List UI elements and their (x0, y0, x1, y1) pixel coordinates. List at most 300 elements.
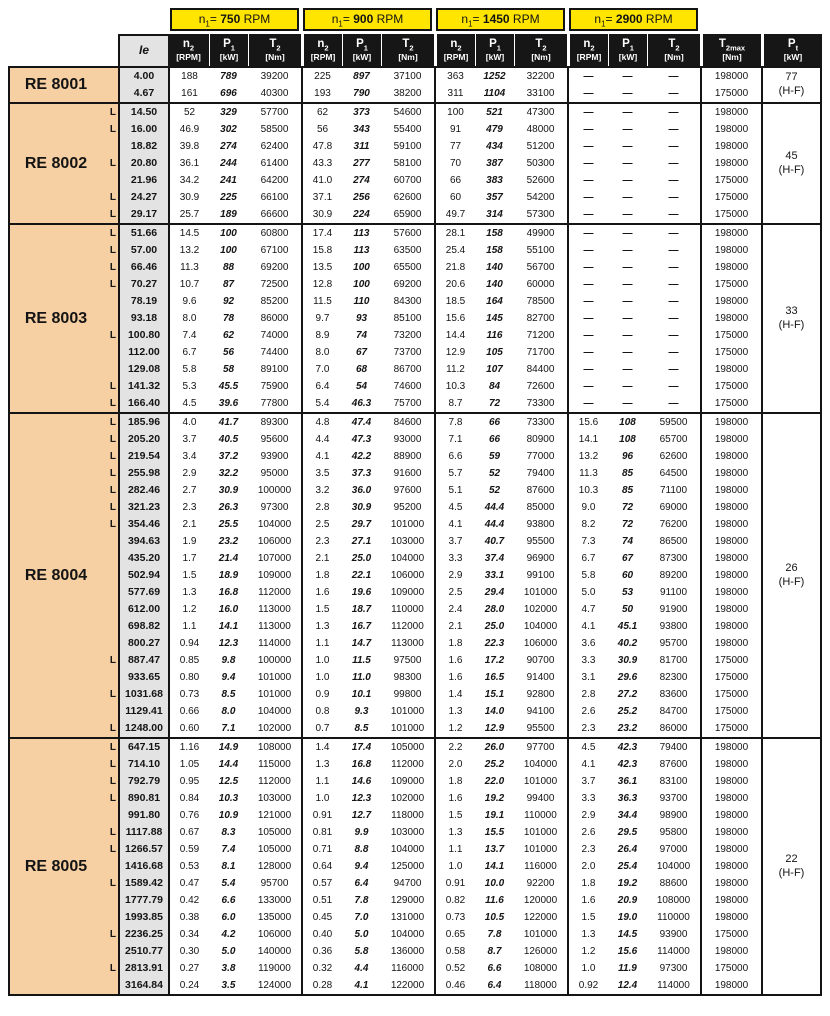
data-cell: 1.6 (434, 652, 475, 669)
table-row (8, 926, 822, 943)
data-cell: 60000 (514, 276, 567, 293)
ratio-cell: 698.82 (118, 618, 168, 635)
data-cell: 12.3 (342, 790, 381, 807)
size-l-marker (102, 669, 118, 686)
data-cell: 92800 (514, 686, 567, 703)
data-cell: 10.3 (434, 378, 475, 395)
no-data-dash: — (567, 395, 608, 412)
data-cell: 15.6 (608, 943, 647, 960)
data-cell: 7.4 (209, 841, 248, 858)
no-data-dash: — (567, 85, 608, 102)
no-data-dash: — (567, 361, 608, 378)
data-cell: 104000 (514, 618, 567, 635)
table-row (8, 550, 822, 567)
ratio-cell: 2236.25 (118, 926, 168, 943)
data-cell: 2.3 (301, 533, 342, 550)
data-cell: 36.0 (342, 482, 381, 499)
data-cell: 84400 (514, 361, 567, 378)
size-l-marker (102, 138, 118, 155)
data-cell: 57600 (381, 223, 434, 242)
data-cell: 1.3 (301, 756, 342, 773)
ratio-cell: 16.00 (118, 121, 168, 138)
data-cell: 0.71 (301, 841, 342, 858)
size-l-marker: L (102, 259, 118, 276)
data-cell: 27.2 (608, 686, 647, 703)
ratio-cell: 255.98 (118, 465, 168, 482)
n2-column-header: $n_2$ [RPM] (168, 34, 209, 66)
data-cell: 4.1 (434, 516, 475, 533)
data-cell: 22.0 (475, 773, 514, 790)
size-l-marker (102, 172, 118, 189)
data-cell: 40300 (248, 85, 301, 102)
no-data-dash: — (647, 344, 700, 361)
ratio-cell: 21.96 (118, 172, 168, 189)
data-cell: 10.0 (475, 875, 514, 892)
data-cell: 114000 (647, 977, 700, 996)
data-cell: 0.80 (168, 669, 209, 686)
data-cell: 8.7 (475, 943, 514, 960)
data-cell: 93900 (248, 448, 301, 465)
table-row (8, 618, 822, 635)
t2max-cell: 198000 (700, 102, 761, 121)
data-cell: 42.3 (608, 737, 647, 756)
data-cell: 0.65 (434, 926, 475, 943)
ratio-column-header: Ie (118, 34, 168, 66)
data-cell: 105 (475, 344, 514, 361)
data-cell: 20.9 (608, 892, 647, 909)
data-cell: 0.66 (168, 703, 209, 720)
data-cell: 99400 (514, 790, 567, 807)
t2max-cell: 175000 (700, 669, 761, 686)
t2-column-header: $T_2$ [Nm] (381, 34, 434, 66)
data-cell: 15.5 (475, 824, 514, 841)
data-cell: 17.4 (301, 223, 342, 242)
data-cell: 0.8 (301, 703, 342, 720)
speed-header-row (8, 8, 822, 34)
data-cell: 188 (168, 66, 209, 85)
data-cell: 113000 (248, 618, 301, 635)
table-row (8, 756, 822, 773)
data-cell: 696 (209, 85, 248, 102)
t2max-cell: 198000 (700, 909, 761, 926)
data-cell: 0.91 (434, 875, 475, 892)
data-cell: 1.6 (567, 892, 608, 909)
model-cell: RE 8001 (8, 66, 102, 102)
ratio-cell: 991.80 (118, 807, 168, 824)
data-cell: 1.0 (301, 652, 342, 669)
t2max-cell: 198000 (700, 412, 761, 431)
data-cell: 66 (434, 172, 475, 189)
size-l-marker: L (102, 960, 118, 977)
table-header (8, 8, 822, 66)
t2max-cell: 175000 (700, 189, 761, 206)
data-cell: 244 (209, 155, 248, 172)
data-cell: 69000 (647, 499, 700, 516)
table-row (8, 102, 822, 121)
data-cell: 99100 (514, 567, 567, 584)
data-cell: 109000 (381, 584, 434, 601)
no-data-dash: — (647, 310, 700, 327)
data-cell: 72500 (248, 276, 301, 293)
data-cell: 0.94 (168, 635, 209, 652)
data-cell: 6.7 (168, 344, 209, 361)
ratio-cell: 612.00 (118, 601, 168, 618)
data-cell: 14.7 (342, 635, 381, 652)
ratio-cell: 887.47 (118, 652, 168, 669)
data-cell: 28.1 (434, 223, 475, 242)
ratio-cell: 435.20 (118, 550, 168, 567)
data-cell: 0.60 (168, 720, 209, 737)
data-cell: 125000 (381, 858, 434, 875)
ratio-cell: 57.00 (118, 242, 168, 259)
ratio-cell: 354.46 (118, 516, 168, 533)
model-cell: RE 8004 (8, 412, 102, 737)
data-cell: 104000 (647, 858, 700, 875)
size-l-marker (102, 293, 118, 310)
data-cell: 0.9 (301, 686, 342, 703)
data-cell: 16.8 (209, 584, 248, 601)
no-data-dash: — (567, 259, 608, 276)
data-cell: 14.4 (209, 756, 248, 773)
pt-rating-cell (761, 412, 822, 737)
data-cell: 1.8 (434, 635, 475, 652)
table-row (8, 720, 822, 737)
data-cell: 0.42 (168, 892, 209, 909)
data-cell: 56 (209, 344, 248, 361)
data-cell: 2.0 (567, 858, 608, 875)
data-cell: 46.3 (342, 395, 381, 412)
data-cell: 1.16 (168, 737, 209, 756)
no-data-dash: — (647, 85, 700, 102)
no-data-dash: — (608, 155, 647, 172)
data-cell: 87600 (514, 482, 567, 499)
data-cell: 12.4 (608, 977, 647, 996)
data-cell: 16.0 (209, 601, 248, 618)
header-spacer (700, 8, 822, 34)
data-cell: 0.30 (168, 943, 209, 960)
data-cell: 1.6 (434, 790, 475, 807)
size-l-marker: L (102, 773, 118, 790)
data-cell: 83600 (647, 686, 700, 703)
data-cell: 0.85 (168, 652, 209, 669)
data-cell: 479 (475, 121, 514, 138)
data-cell: 7.1 (434, 431, 475, 448)
data-cell: 113000 (248, 601, 301, 618)
data-cell: 3.3 (567, 790, 608, 807)
data-cell: 1.0 (301, 790, 342, 807)
data-cell: 10.5 (475, 909, 514, 926)
size-l-marker: L (102, 465, 118, 482)
data-cell: 73700 (381, 344, 434, 361)
t2max-cell: 198000 (700, 567, 761, 584)
data-cell: 158 (475, 223, 514, 242)
data-cell: 1.1 (434, 841, 475, 858)
table-row (8, 155, 822, 172)
data-cell: 311 (434, 85, 475, 102)
data-cell: 1.1 (168, 618, 209, 635)
size-l-marker: L (102, 756, 118, 773)
no-data-dash: — (567, 155, 608, 172)
data-cell: 33.1 (475, 567, 514, 584)
table-row (8, 259, 822, 276)
t2max-cell: 198000 (700, 361, 761, 378)
data-cell: 0.73 (168, 686, 209, 703)
data-cell: 108000 (248, 737, 301, 756)
data-cell: 0.95 (168, 773, 209, 790)
data-cell: 5.3 (168, 378, 209, 395)
data-cell: 113 (342, 223, 381, 242)
t2max-cell: 198000 (700, 223, 761, 242)
data-cell: 1.2 (168, 601, 209, 618)
speed-header-label-1450: $n_1= 1450$ RPM (436, 8, 565, 31)
t2max-cell: 175000 (700, 378, 761, 395)
no-data-dash: — (647, 155, 700, 172)
data-cell: 74400 (248, 344, 301, 361)
data-cell: 133000 (248, 892, 301, 909)
data-cell: 1.1 (301, 635, 342, 652)
size-l-marker: L (102, 395, 118, 412)
data-cell: 110 (342, 293, 381, 310)
data-cell: 91100 (647, 584, 700, 601)
table-row (8, 875, 822, 892)
data-cell: 0.38 (168, 909, 209, 926)
data-cell: 10.3 (209, 790, 248, 807)
data-cell: 9.0 (567, 499, 608, 516)
data-cell: 7.8 (342, 892, 381, 909)
data-cell: 42.2 (342, 448, 381, 465)
data-cell: 10.7 (168, 276, 209, 293)
data-cell: 20.6 (434, 276, 475, 293)
data-cell: 161 (168, 85, 209, 102)
data-cell: 95000 (248, 465, 301, 482)
t2max-cell: 198000 (700, 293, 761, 310)
pt-rating-cell (761, 223, 822, 412)
data-cell: 69200 (248, 259, 301, 276)
data-cell: 521 (475, 102, 514, 121)
ratio-cell: 1993.85 (118, 909, 168, 926)
n2-column-header: $n_2$ [RPM] (434, 34, 475, 66)
data-cell: 11.3 (567, 465, 608, 482)
no-data-dash: — (608, 344, 647, 361)
data-cell: 0.76 (168, 807, 209, 824)
data-cell: 23.2 (608, 720, 647, 737)
data-cell: 3.7 (434, 533, 475, 550)
data-cell: 54 (342, 378, 381, 395)
data-cell: 95200 (381, 499, 434, 516)
data-cell: 104000 (381, 550, 434, 567)
data-cell: 74 (608, 533, 647, 550)
t2max-cell: 198000 (700, 533, 761, 550)
ratio-cell: 93.18 (118, 310, 168, 327)
table-row (8, 412, 822, 431)
data-cell: 60 (608, 567, 647, 584)
data-cell: 128000 (248, 858, 301, 875)
data-cell: 387 (475, 155, 514, 172)
data-cell: 6.4 (301, 378, 342, 395)
no-data-dash: — (647, 223, 700, 242)
data-cell: 8.1 (209, 858, 248, 875)
data-cell: 311 (342, 138, 381, 155)
data-cell: 107 (475, 361, 514, 378)
data-cell: 73200 (381, 327, 434, 344)
data-cell: 30.9 (342, 499, 381, 516)
data-cell: 30.9 (209, 482, 248, 499)
data-cell: 4.5 (168, 395, 209, 412)
table-row (8, 635, 822, 652)
data-cell: 71100 (647, 482, 700, 499)
data-cell: 103000 (248, 790, 301, 807)
size-l-marker: L (102, 926, 118, 943)
data-cell: 56 (301, 121, 342, 138)
data-cell: 65700 (647, 431, 700, 448)
data-cell: 14.1 (209, 618, 248, 635)
data-cell: 66100 (248, 189, 301, 206)
data-cell: 101000 (514, 926, 567, 943)
t2max-cell: 198000 (700, 943, 761, 960)
data-cell: 10.9 (209, 807, 248, 824)
data-cell: 4.2 (209, 926, 248, 943)
data-cell: 65900 (381, 206, 434, 223)
data-cell: 93800 (514, 516, 567, 533)
data-cell: 7.8 (475, 926, 514, 943)
ratio-cell: 800.27 (118, 635, 168, 652)
data-cell: 47.3 (342, 431, 381, 448)
data-cell: 2.2 (434, 737, 475, 756)
t2max-cell: 198000 (700, 138, 761, 155)
data-cell: 40.7 (475, 533, 514, 550)
data-cell: 65500 (381, 259, 434, 276)
no-data-dash: — (608, 172, 647, 189)
data-cell: 113000 (381, 635, 434, 652)
t2max-cell: 198000 (700, 259, 761, 276)
table-row (8, 172, 822, 189)
data-cell: 74000 (248, 327, 301, 344)
table-row (8, 516, 822, 533)
data-cell: 126000 (514, 943, 567, 960)
data-cell: 1.8 (567, 875, 608, 892)
data-cell: 16.8 (342, 756, 381, 773)
data-cell: 19.2 (608, 875, 647, 892)
size-l-marker (102, 361, 118, 378)
data-cell: 5.7 (434, 465, 475, 482)
data-cell: 25.4 (608, 858, 647, 875)
data-cell: 55400 (381, 121, 434, 138)
data-cell: 50 (608, 601, 647, 618)
data-cell: 25.2 (608, 703, 647, 720)
data-cell: 95500 (514, 720, 567, 737)
data-cell: 12.9 (475, 720, 514, 737)
no-data-dash: — (647, 378, 700, 395)
data-cell: 8.0 (301, 344, 342, 361)
data-cell: 33100 (514, 85, 567, 102)
data-cell: 52 (475, 482, 514, 499)
data-cell: 112000 (381, 756, 434, 773)
data-cell: 85200 (248, 293, 301, 310)
gear-ratings-table (8, 8, 822, 996)
ratio-cell: 141.32 (118, 378, 168, 395)
table-row (8, 533, 822, 550)
data-cell: 89200 (647, 567, 700, 584)
data-cell: 7.3 (567, 533, 608, 550)
t2max-cell: 198000 (700, 790, 761, 807)
data-cell: 1.4 (301, 737, 342, 756)
t2max-column-header: $T_{2max}$ [Nm] (700, 34, 761, 66)
data-cell: 383 (475, 172, 514, 189)
data-cell: 1.3 (434, 824, 475, 841)
data-cell: 8.3 (209, 824, 248, 841)
data-cell: 2.8 (301, 499, 342, 516)
data-cell: 99800 (381, 686, 434, 703)
table-body (8, 66, 822, 996)
data-cell: 1.5 (168, 567, 209, 584)
table-row (8, 242, 822, 259)
t2max-cell: 175000 (700, 686, 761, 703)
data-cell: 59 (475, 448, 514, 465)
data-cell: 7.0 (301, 361, 342, 378)
header-spacer (8, 8, 168, 34)
data-cell: 112000 (381, 618, 434, 635)
data-cell: 4.1 (567, 618, 608, 635)
data-cell: 66 (475, 412, 514, 431)
no-data-dash: — (567, 310, 608, 327)
data-cell: 158 (475, 242, 514, 259)
data-cell: 89100 (248, 361, 301, 378)
size-l-marker: L (102, 102, 118, 121)
data-cell: 116 (475, 327, 514, 344)
data-cell: 100000 (248, 652, 301, 669)
t2max-cell: 198000 (700, 618, 761, 635)
data-cell: 108000 (514, 960, 567, 977)
data-cell: 25.2 (475, 756, 514, 773)
t2max-cell: 175000 (700, 926, 761, 943)
data-cell: 95600 (248, 431, 301, 448)
table-row (8, 206, 822, 223)
data-cell: 72600 (514, 378, 567, 395)
data-cell: 44.4 (475, 499, 514, 516)
header-spacer (8, 34, 118, 66)
data-cell: 1.7 (168, 550, 209, 567)
column-header-row (8, 34, 822, 66)
data-cell: 75700 (381, 395, 434, 412)
ratio-cell: 1266.57 (118, 841, 168, 858)
t2max-cell: 198000 (700, 773, 761, 790)
t2max-cell: 175000 (700, 172, 761, 189)
data-cell: 37.3 (342, 465, 381, 482)
table-row (8, 790, 822, 807)
data-cell: 25.0 (475, 618, 514, 635)
data-cell: 96900 (514, 550, 567, 567)
data-cell: 1.2 (434, 720, 475, 737)
data-cell: 3.3 (434, 550, 475, 567)
data-cell: 88900 (381, 448, 434, 465)
data-cell: 96 (608, 448, 647, 465)
table-row (8, 431, 822, 448)
data-cell: 8.0 (168, 310, 209, 327)
no-data-dash: — (608, 242, 647, 259)
table-row (8, 737, 822, 756)
data-cell: 104000 (381, 926, 434, 943)
data-cell: 14.4 (434, 327, 475, 344)
data-cell: 14.1 (567, 431, 608, 448)
data-cell: 84 (475, 378, 514, 395)
data-cell: 46.9 (168, 121, 209, 138)
data-cell: 8.5 (209, 686, 248, 703)
data-cell: 124000 (248, 977, 301, 996)
data-cell: 9.9 (342, 824, 381, 841)
no-data-dash: — (567, 172, 608, 189)
data-cell: 12.9 (434, 344, 475, 361)
size-l-marker: L (102, 516, 118, 533)
